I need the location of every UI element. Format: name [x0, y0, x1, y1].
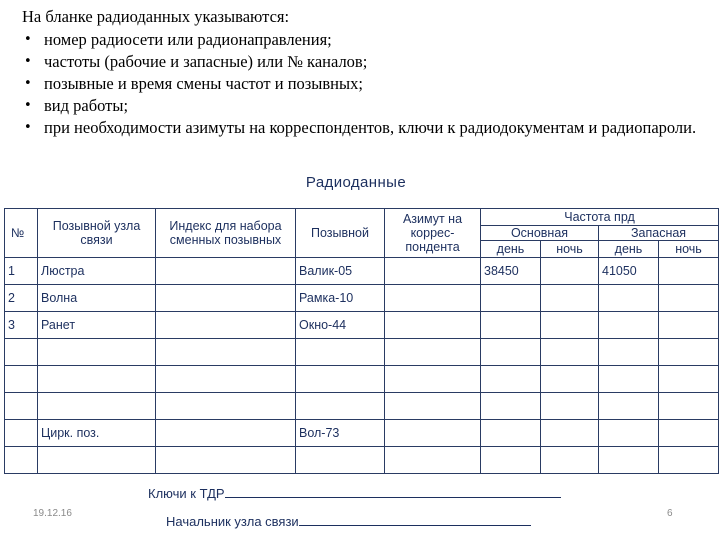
cell-index — [156, 285, 296, 312]
cell-reserve-night — [659, 366, 719, 393]
bullet-icon: • — [24, 120, 32, 135]
cell-reserve-day — [599, 285, 659, 312]
header-main: Основная — [481, 226, 599, 241]
cell-main-night — [541, 420, 599, 447]
footer-date: 19.12.16 — [33, 508, 72, 519]
cell-reserve-day — [599, 312, 659, 339]
cell-main-day: 38450 — [481, 258, 541, 285]
cell-reserve-day — [599, 366, 659, 393]
cell-reserve-day — [599, 339, 659, 366]
cell-index — [156, 393, 296, 420]
cell-callsign — [296, 339, 385, 366]
intro-bullet-item: • позывные и время смены частот и позывных; — [24, 74, 363, 93]
cell-num: 3 — [5, 312, 38, 339]
cell-reserve-night — [659, 258, 719, 285]
cell-num — [5, 447, 38, 474]
cell-main-night — [541, 447, 599, 474]
intro-bullet-item: • при необходимости азимуты на корреспондентов, ключи к радиодокументам и радиопароли. — [24, 118, 697, 137]
header-num: № — [5, 209, 38, 258]
cell-num — [5, 366, 38, 393]
keys-fill-line — [225, 485, 561, 498]
cell-callsign: Окно-44 — [296, 312, 385, 339]
cell-azimuth — [385, 339, 481, 366]
chief-fill-line — [299, 513, 531, 526]
cell-reserve-night — [659, 393, 719, 420]
cell-main-day — [481, 285, 541, 312]
intro-title: На бланке радиоданных указываются: — [22, 7, 290, 26]
cell-index — [156, 366, 296, 393]
intro-bullet-item: • частоты (рабочие и запасные) или № каналов; — [24, 52, 368, 71]
cell-main-day — [481, 420, 541, 447]
cell-station — [38, 393, 156, 420]
intro-bullet-item: • вид работы; — [24, 96, 129, 115]
table-row — [5, 258, 719, 285]
header-callsign: Позывной — [296, 209, 385, 258]
cell-callsign — [296, 393, 385, 420]
cell-station: Цирк. поз. — [38, 420, 156, 447]
cell-reserve-day — [599, 420, 659, 447]
cell-azimuth — [385, 447, 481, 474]
cell-callsign: Вол-73 — [296, 420, 385, 447]
cell-station — [38, 339, 156, 366]
cell-main-night — [541, 258, 599, 285]
table-row — [5, 393, 719, 420]
keys-label: Ключи к ТДР — [148, 486, 225, 501]
bullet-icon: • — [24, 32, 32, 47]
cell-num — [5, 339, 38, 366]
cell-index — [156, 447, 296, 474]
page-number: 6 — [667, 508, 673, 519]
cell-main-day — [481, 339, 541, 366]
header-reserve-night: ночь — [659, 241, 719, 258]
chief-line — [166, 513, 531, 529]
cell-main-night — [541, 366, 599, 393]
cell-main-night — [541, 339, 599, 366]
cell-index — [156, 258, 296, 285]
cell-reserve-day: 41050 — [599, 258, 659, 285]
header-reserve: Запасная — [599, 226, 719, 241]
header-frequency: Частота прд — [481, 209, 719, 226]
header-station-callsign: Позывной узла связи — [38, 209, 156, 258]
cell-main-day — [481, 366, 541, 393]
header-azimuth: Азимут на коррес-пондента — [385, 209, 481, 258]
cell-reserve-night — [659, 420, 719, 447]
keys-line — [148, 485, 561, 501]
cell-main-night — [541, 393, 599, 420]
cell-station: Ранет — [38, 312, 156, 339]
cell-station: Люстра — [38, 258, 156, 285]
header-main-night: ночь — [541, 241, 599, 258]
cell-num — [5, 393, 38, 420]
table-row — [5, 285, 719, 312]
cell-index — [156, 420, 296, 447]
cell-callsign: Валик-05 — [296, 258, 385, 285]
form-title: Радиоданные — [305, 174, 407, 191]
cell-num: 1 — [5, 258, 38, 285]
cell-reserve-night — [659, 447, 719, 474]
bullet-icon: • — [24, 98, 32, 113]
cell-main-night — [541, 312, 599, 339]
table-row — [5, 312, 719, 339]
cell-station — [38, 366, 156, 393]
cell-azimuth — [385, 285, 481, 312]
cell-main-day — [481, 447, 541, 474]
cell-reserve-day — [599, 393, 659, 420]
cell-callsign — [296, 447, 385, 474]
cell-azimuth — [385, 258, 481, 285]
cell-main-day — [481, 312, 541, 339]
cell-index — [156, 312, 296, 339]
intro-text-block — [22, 6, 714, 139]
cell-num — [5, 420, 38, 447]
cell-main-day — [481, 393, 541, 420]
cell-azimuth — [385, 420, 481, 447]
header-main-day: день — [481, 241, 541, 258]
cell-station — [38, 447, 156, 474]
intro-bullet-list — [22, 29, 714, 139]
cell-reserve-night — [659, 339, 719, 366]
radio-data-form — [0, 170, 720, 540]
cell-reserve-night — [659, 312, 719, 339]
cell-azimuth — [385, 393, 481, 420]
cell-index — [156, 339, 296, 366]
header-index: Индекс для набора сменных позывных — [156, 209, 296, 258]
cell-reserve-night — [659, 285, 719, 312]
intro-bullet-item: • номер радиосети или радионаправления; — [24, 30, 332, 49]
radio-data-table — [4, 208, 719, 474]
cell-num: 2 — [5, 285, 38, 312]
cell-main-night — [541, 285, 599, 312]
cell-reserve-day — [599, 447, 659, 474]
cell-station: Волна — [38, 285, 156, 312]
table-row — [5, 420, 719, 447]
table-body — [5, 258, 719, 474]
table-row — [5, 339, 719, 366]
bullet-icon: • — [24, 76, 32, 91]
cell-callsign — [296, 366, 385, 393]
cell-azimuth — [385, 312, 481, 339]
chief-label: Начальник узла связи — [166, 514, 299, 529]
cell-azimuth — [385, 366, 481, 393]
table-row — [5, 366, 719, 393]
table-row — [5, 447, 719, 474]
cell-callsign: Рамка-10 — [296, 285, 385, 312]
bullet-icon: • — [24, 54, 32, 69]
header-reserve-day: день — [599, 241, 659, 258]
